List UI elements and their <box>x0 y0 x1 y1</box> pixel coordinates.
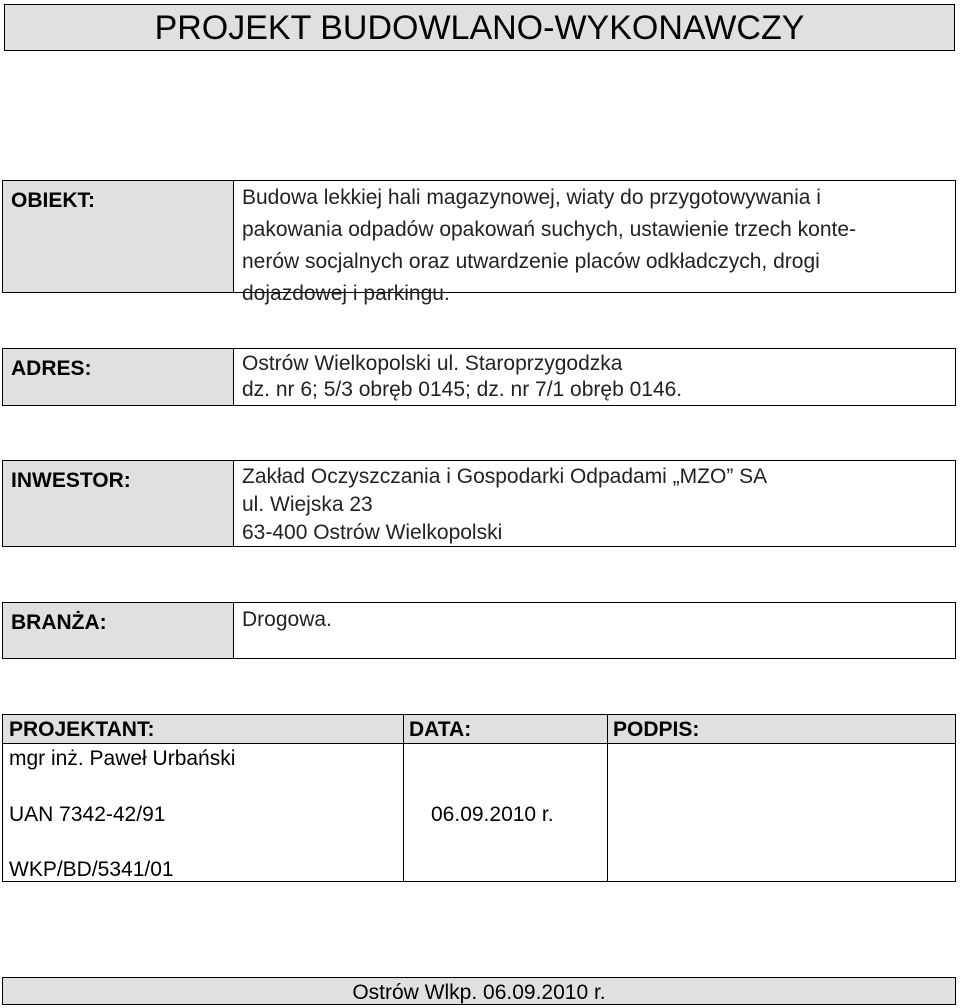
adres-line: dz. nr 6; 5/3 obręb 0145; dz. nr 7/1 obręb 0146. <box>242 378 683 401</box>
obiekt-label: OBIEKT: <box>2 180 234 293</box>
signature-table <box>2 714 956 882</box>
adres-label: ADRES: <box>2 348 234 406</box>
projektant-uan: UAN 7342-42/91 <box>9 803 166 826</box>
branza-label: BRANŻA: <box>2 602 234 659</box>
obiekt-line: Budowa lekkiej hali magazynowej, wiaty do przygotowywania i <box>242 186 821 209</box>
footer-place-date: Ostrów Wlkp. 06.09.2010 r. <box>2 977 956 1005</box>
document-title: PROJEKT BUDOWLANO-WYKONAWCZY <box>4 4 955 51</box>
adres-row <box>2 348 956 406</box>
branza-line: Drogowa. <box>242 608 332 631</box>
inwestor-label: INWESTOR: <box>2 460 234 547</box>
inwestor-line: 63-400 Ostrów Wielkopolski <box>242 521 503 544</box>
inwestor-line: Zakład Oczyszczania i Gospodarki Odpadami „MZO” SA <box>242 465 768 488</box>
projektant-name: mgr inż. Paweł Urbański <box>9 747 236 770</box>
column-divider <box>607 715 608 881</box>
inwestor-value <box>234 460 956 547</box>
inwestor-row <box>2 460 956 547</box>
data-header: DATA: <box>403 715 607 744</box>
branza-value <box>234 602 956 659</box>
adres-line: Ostrów Wielkopolski ul. Staroprzygodzka <box>242 352 623 375</box>
inwestor-line: ul. Wiejska 23 <box>242 493 373 516</box>
obiekt-value <box>234 180 956 305</box>
projektant-header: PROJEKTANT: <box>3 715 403 744</box>
adres-value <box>234 348 956 406</box>
date-value: 06.09.2010 r. <box>431 803 554 826</box>
branza-row <box>2 602 956 659</box>
podpis-header: PODPIS: <box>607 715 955 744</box>
obiekt-line: pakowania odpadów opakowań suchych, ustawienie trzech konte- <box>242 218 857 241</box>
column-divider <box>403 715 404 881</box>
projektant-wkp: WKP/BD/5341/01 <box>9 858 174 881</box>
obiekt-line: dojazdowej i parkingu. <box>242 282 450 305</box>
obiekt-line: nerów socjalnych oraz utwardzenie placów odkładczych, drogi <box>242 250 820 273</box>
obiekt-row <box>2 180 956 305</box>
